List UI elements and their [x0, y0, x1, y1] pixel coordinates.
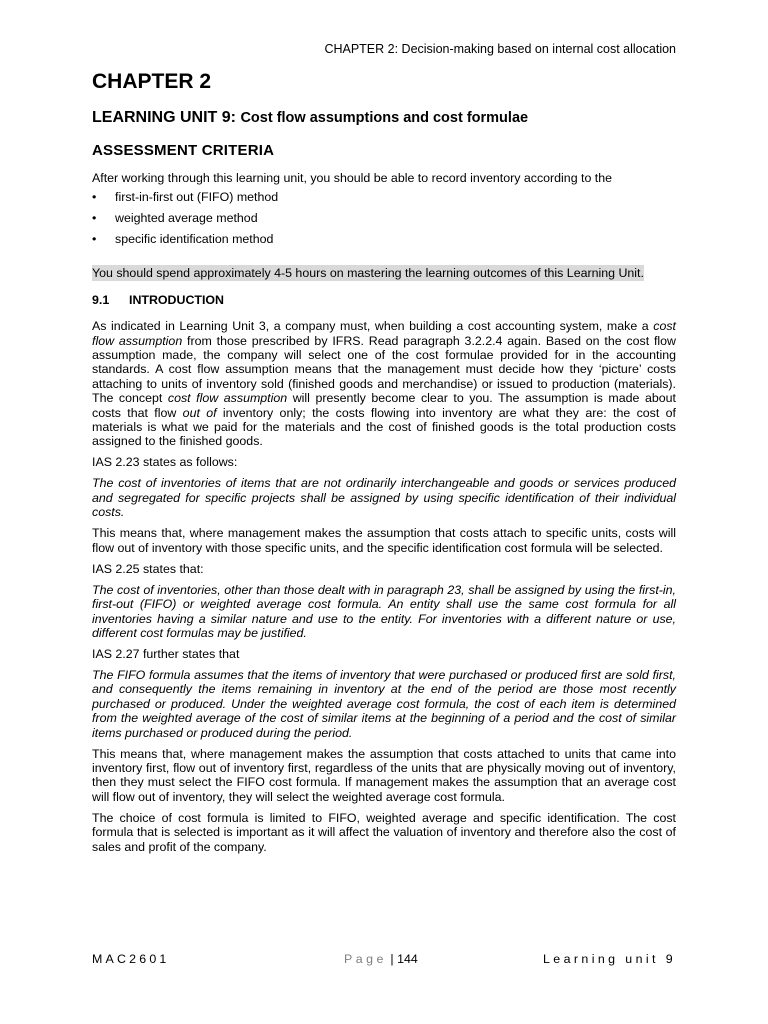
learning-unit-title	[92, 109, 528, 127]
criteria-item-text: weighted average method	[115, 211, 258, 226]
body-text	[92, 171, 676, 861]
ias-2-25-quote: The cost of inventories, other than those dealt with in paragraph 23, shall be assigned by using the first-in, first-out (FIFO) or weighted average cost formula. An entity shall use the same cost formula for all inventories having a similar nature and use to the entity. For inventories with a different nature or use, different cost formulas may be justified.	[92, 582, 676, 640]
module-code: MAC2601	[92, 952, 170, 966]
assessment-criteria-heading: ASSESSMENT CRITERIA	[92, 142, 275, 159]
footer-learning-unit: Learning unit 9	[543, 952, 676, 966]
document-page	[92, 0, 676, 1024]
bullet-icon: •	[92, 232, 97, 247]
chapter-title: CHAPTER 2	[92, 70, 212, 93]
learning-unit-topic: Cost flow assumptions and cost formulae	[240, 110, 529, 126]
criteria-item-text: first-in-first out (FIFO) method	[115, 190, 279, 205]
page-word: Page	[344, 952, 387, 966]
section-heading	[92, 293, 676, 307]
learning-unit-label: LEARNING UNIT 9:	[92, 109, 236, 126]
running-header: CHAPTER 2: Decision-making based on internal cost allocation	[324, 42, 676, 56]
paragraph-specific-identification: This means that, where management makes the assumption that costs attach to specific units, costs will flow out of inventory with those specific units, and the specific identification cost formula will be selected.	[92, 526, 676, 555]
page-number-value: 144	[397, 952, 418, 966]
section-number: 9.1	[92, 292, 110, 307]
bullet-icon: •	[92, 211, 97, 226]
paragraph-fifo-assumption: This means that, where management makes the assumption that costs attached to units that came into inventory first, flow out of inventory first, regardless of the units that are physically moving out of inventory, then they must select the FIFO cost formula. If management makes the assumption that an average cost will flow out of inventory, they will select the weighted average cost formula.	[92, 746, 676, 804]
page-separator: |	[386, 952, 398, 966]
criteria-item-text: specific identification method	[115, 232, 274, 247]
ias-2-23-intro: IAS 2.23 states as follows:	[92, 455, 238, 470]
ias-2-23-quote: The cost of inventories of items that are not ordinarily interchangeable and goods or services produced and segregated for specific projects shall be assigned by using specific identification of their individual costs.	[92, 476, 676, 520]
time-note-highlight: You should spend approximately 4-5 hours on mastering the learning outcomes of this Learning Unit.	[92, 266, 644, 281]
bullet-icon: •	[92, 190, 97, 205]
ias-2-27-quote: The FIFO formula assumes that the items of inventory that were purchased or produced first are sold first, and consequently the items remaining in inventory at the end of the period are those most recently purchased or produced. Under the weighted average cost formula, the cost of each item is determined from the weighted average of the cost of similar items at the beginning of a period and the cost of similar items purchased or produced during the period.	[92, 667, 676, 740]
criteria-list	[92, 190, 676, 253]
time-note	[92, 266, 676, 280]
criteria-intro: After working through this learning unit, you should be able to record inventory according to the	[92, 171, 613, 185]
ias-2-27-intro: IAS 2.27 further states that	[92, 646, 240, 661]
criteria-item	[92, 190, 676, 211]
paragraph-cost-flow-assumption: As indicated in Learning Unit 3, a company must, when building a cost accounting system, make a cost flow assumption from those prescribed by IFRS. Read paragraph 3.2.2.4 again. Based on the cost flow assumption made, the company will select one of the cost formulae provided for in the accounting standards. A cost flow assumption means that the management must decide how they ‘picture’ costs attaching to units of inventory sold (finished goods and merchandise) or issued to production (materials). The concept cost flow assumption will presently become clear to you. The assumption is made about costs that flow out of inventory only; the costs flowing into inventory are what they are: the cost of materials is what we paid for the materials and the cost of finished goods is the total production costs assigned to the finished goods.	[92, 319, 677, 449]
criteria-item	[92, 232, 676, 253]
section-title: INTRODUCTION	[129, 292, 224, 307]
page-number	[344, 952, 418, 966]
paragraph-choice-of-formula: The choice of cost formula is limited to FIFO, weighted average and specific identification. The cost formula that is selected is important as it will affect the valuation of inventory and therefore also the cost of sales and profit of the company.	[92, 810, 676, 854]
criteria-item	[92, 211, 676, 232]
ias-2-25-intro: IAS 2.25 states that:	[92, 561, 204, 576]
